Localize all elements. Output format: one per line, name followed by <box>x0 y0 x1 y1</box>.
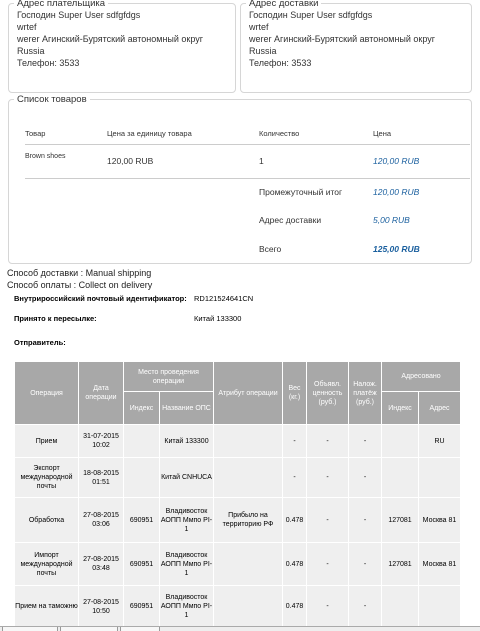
subtotal-label: Промежуточный итог <box>259 187 343 197</box>
col-unit-price: Цена за единицу товара <box>107 124 259 144</box>
unit-price: 120,00 RUB <box>107 144 259 178</box>
op-index: 690951 <box>124 498 160 543</box>
op-place-name: Владивосток АОПП Ммпо PI-1 <box>160 586 214 628</box>
sender-label: Отправитель: <box>14 338 66 347</box>
delivery-info <box>7 267 152 291</box>
shipping-cost-value: 5,00 RUB <box>373 215 410 225</box>
shipping-method: Способ доставки : Manual shipping <box>7 268 152 278</box>
quantity: 1 <box>259 144 373 178</box>
op-place-name: Владивосток АОПП Ммпо PI-1 <box>160 543 214 586</box>
op-addr <box>419 586 461 628</box>
op-place-name: Китай 133300 <box>160 425 214 458</box>
accepted-label: Принято к пересылке: <box>14 314 97 323</box>
op-attr: Прибыло на территорию РФ <box>214 498 283 543</box>
grand-total-label: Всего <box>259 244 282 254</box>
ops-header-row <box>15 362 461 392</box>
ops-col-addressed: Адресовано <box>382 362 461 392</box>
op-name: Обработка <box>15 498 79 543</box>
op-weight: 0.478 <box>283 498 307 543</box>
ops-col-addr-index: Индекс <box>382 392 419 425</box>
billing-address-legend: Адрес плательщика <box>17 0 106 9</box>
shipping-line: wrtef <box>249 22 269 32</box>
tab-3[interactable] <box>120 627 160 631</box>
ops-col-weight: Вес (кг.) <box>283 362 307 425</box>
shipping-line: werer Агинский-Бурятский автономный округ <box>249 34 436 44</box>
col-price: Цена <box>373 124 470 144</box>
op-addr-index: 127081 <box>382 498 419 543</box>
op-date: 27-08-2015 03:48 <box>79 543 124 586</box>
op-addr-index <box>382 425 419 458</box>
ops-col-place: Место проведения операции <box>124 362 214 392</box>
ops-col-index: Индекс <box>124 392 160 425</box>
ops-col-declared: Объявл. ценность (руб.) <box>307 362 349 425</box>
product-name[interactable]: Brown shoes <box>25 144 107 178</box>
op-date: 31-07-2015 10:02 <box>79 425 124 458</box>
table-row <box>25 144 470 178</box>
table-row <box>15 425 461 458</box>
ops-col-addr: Адрес <box>419 392 461 425</box>
billing-line: Телефон: 3533 <box>17 58 80 68</box>
grand-total-value: 125,00 RUB <box>373 244 420 254</box>
op-declared: - <box>307 458 349 498</box>
shipping-line: Телефон: 3533 <box>249 58 312 68</box>
op-attr <box>214 586 283 628</box>
ops-col-attr: Атрибут операции <box>214 362 283 425</box>
shipping-line: Russia <box>249 46 277 56</box>
op-index: 690951 <box>124 586 160 628</box>
op-addr <box>419 458 461 498</box>
op-addr-index <box>382 458 419 498</box>
op-attr <box>214 458 283 498</box>
op-place-name: Китай CNHUCA <box>160 458 214 498</box>
shipping-cost-label: Адрес доставки <box>259 215 322 225</box>
bottom-tab-bar <box>0 626 480 631</box>
ops-col-operation: Операция <box>15 362 79 425</box>
op-addr: Москва 81 <box>419 543 461 586</box>
table-row <box>15 586 461 628</box>
billing-line: Господин Super User sdfgfdgs <box>17 10 141 20</box>
op-cod: - <box>349 498 382 543</box>
op-name: Прием <box>15 425 79 458</box>
billing-line: werer Агинский-Бурятский автономный округ <box>17 34 204 44</box>
shipping-address-legend: Адрес доставки <box>249 0 319 9</box>
tab-1[interactable] <box>2 627 58 631</box>
op-addr: Москва 81 <box>419 498 461 543</box>
op-declared: - <box>307 543 349 586</box>
op-declared: - <box>307 498 349 543</box>
product-list-box <box>8 94 472 264</box>
op-attr <box>214 543 283 586</box>
operations-table <box>14 361 461 628</box>
billing-line: Russia <box>17 46 45 56</box>
product-table-header <box>25 124 470 144</box>
op-date: 18-08-2015 01:51 <box>79 458 124 498</box>
shipping-line: Господин Super User sdfgfdgs <box>249 10 373 20</box>
line-price: 120,00 RUB <box>373 144 470 178</box>
ops-col-cod: Налож. платёж (руб.) <box>349 362 382 425</box>
payment-method: Способ оплаты : Collect on delivery <box>7 280 153 290</box>
op-addr-index: 127081 <box>382 543 419 586</box>
billing-address-box <box>8 0 236 93</box>
op-index: 690951 <box>124 543 160 586</box>
ops-col-ops-name: Название ОПС <box>160 392 214 425</box>
op-weight: 0.478 <box>283 543 307 586</box>
op-name: Импорт международной почты <box>15 543 79 586</box>
table-row <box>15 458 461 498</box>
col-quantity: Количество <box>259 124 373 144</box>
subtotal-value: 120,00 RUB <box>373 187 420 197</box>
op-index <box>124 458 160 498</box>
tab-2[interactable] <box>60 627 118 631</box>
op-declared: - <box>307 425 349 458</box>
op-weight: - <box>283 458 307 498</box>
tracking-id-label: Внутрироссийский почтовый идентификатор: <box>14 294 187 303</box>
shipping-address-box <box>240 0 472 93</box>
op-cod: - <box>349 458 382 498</box>
op-declared: - <box>307 586 349 628</box>
op-addr-index <box>382 586 419 628</box>
billing-line: wrtef <box>17 22 37 32</box>
table-row <box>15 498 461 543</box>
op-date: 27-08-2015 03:06 <box>79 498 124 543</box>
op-place-name: Владивосток АОПП Ммпо PI-1 <box>160 498 214 543</box>
op-cod: - <box>349 425 382 458</box>
op-cod: - <box>349 586 382 628</box>
op-name: Экспорт международной почты <box>15 458 79 498</box>
op-weight: 0.478 <box>283 586 307 628</box>
tracking-id-value: RD121524641CN <box>194 294 254 303</box>
op-attr <box>214 425 283 458</box>
product-list-legend: Список товаров <box>17 94 87 105</box>
op-name: Прием на таможню <box>15 586 79 628</box>
product-table <box>25 124 470 179</box>
op-addr: RU <box>419 425 461 458</box>
table-row <box>15 543 461 586</box>
op-weight: - <box>283 425 307 458</box>
billing-address-lines <box>9 9 235 69</box>
ops-col-date: Дата операции <box>79 362 124 425</box>
accepted-value: Китай 133300 <box>194 314 242 323</box>
op-index <box>124 425 160 458</box>
col-product: Товар <box>25 124 107 144</box>
op-cod: - <box>349 543 382 586</box>
op-date: 27-08-2015 10:50 <box>79 586 124 628</box>
shipping-address-lines <box>241 9 471 69</box>
